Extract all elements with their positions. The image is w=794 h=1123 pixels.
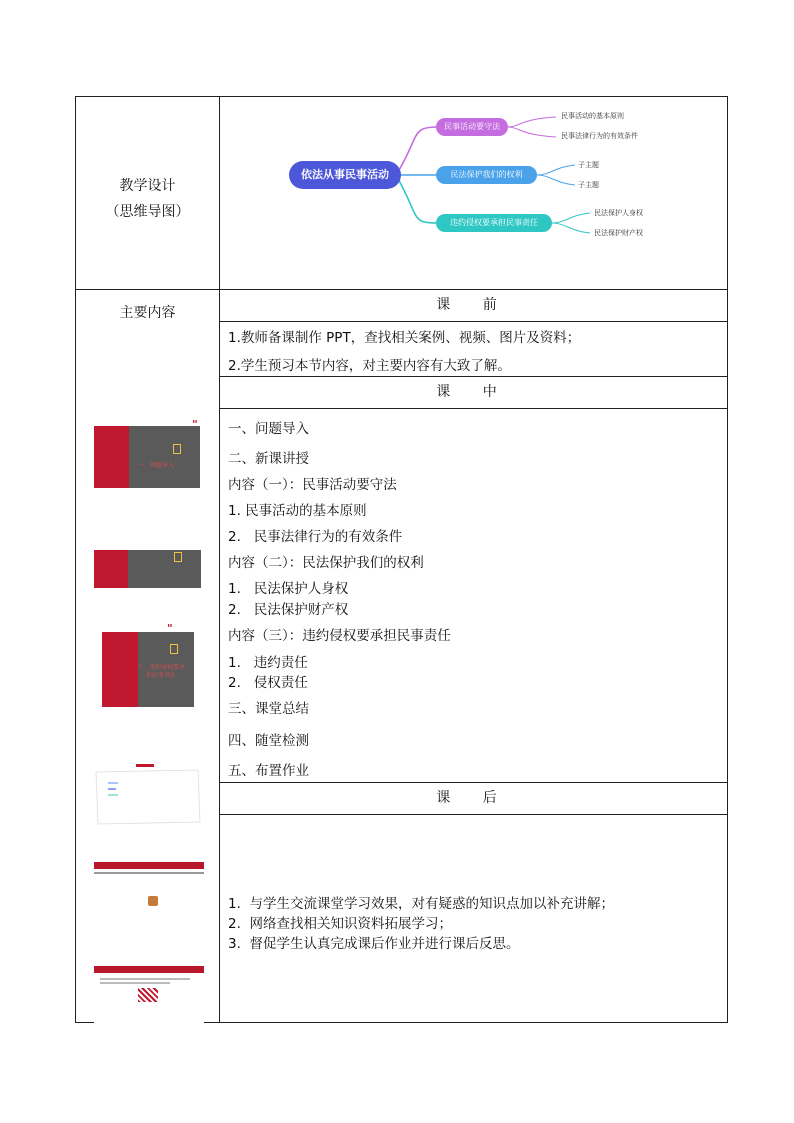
main-content-cell (76, 290, 220, 1023)
during-line: 内容（三）：违约侵权要承担民事责任 (228, 628, 451, 644)
slide-frame-icon (173, 444, 181, 454)
during-line: 三、课堂总结 (228, 701, 309, 717)
after-content-cell (220, 815, 728, 1023)
slide-thumb-5 (94, 862, 204, 924)
quote-mark-icon: " (192, 418, 198, 431)
slide-frame-icon (170, 644, 178, 654)
after-heading-cell (220, 783, 728, 815)
before-item: 1.教师备课制作 PPT，查找相关案例、视频、图片及资料； (228, 330, 581, 346)
content-label: 主要内容 (119, 305, 176, 321)
quote-mark-icon: " (167, 622, 173, 635)
slide-thumb-1 (94, 418, 200, 488)
before-content-cell (220, 322, 728, 377)
during-content-cell (220, 409, 728, 783)
mindmap-leaf: 民法保护人身权 (594, 209, 643, 217)
lesson-table (75, 96, 728, 1023)
during-line: 1. 民法保护人身权 (228, 581, 349, 597)
design-label: 教学设计 (119, 178, 176, 194)
before-heading-cell (220, 290, 728, 322)
slide-thumb-3 (102, 622, 194, 707)
during-line: 1. 民事活动的基本原则 (228, 503, 367, 519)
during-heading-cell (220, 377, 728, 409)
mindmap-leaf: 子主题 (578, 161, 599, 169)
slide-frame-icon (174, 552, 182, 562)
mindmap-leaf: 民事活动的基本原则 (561, 112, 624, 120)
before-item: 2.学生预习本节内容，对主要内容有大致了解。 (228, 358, 511, 374)
during-line: 内容（二）：民法保护我们的权利 (228, 555, 424, 571)
mindmap-branch-1: 民事活动要守法 (436, 118, 508, 136)
slide-thumbnails (76, 322, 219, 1022)
during-line: 1. 违约责任 (228, 655, 308, 671)
during-line: 二、新课讲授 (228, 451, 309, 467)
mindmap-root: 依法从事民事活动 (289, 161, 401, 189)
slide-thumb-caption: 一、问题导入 (138, 462, 175, 469)
mindmap-branch-3: 违约侵权要承担民事责任 (436, 214, 552, 232)
section-heading-after: 课 后 (436, 790, 511, 806)
mindmap-leaf: 民法保护财产权 (594, 229, 643, 237)
slide-thumb-4 (94, 762, 202, 828)
during-line: 四、随堂检测 (228, 733, 309, 749)
during-line: 2. 民法保护财产权 (228, 602, 349, 618)
section-heading-during: 课 中 (436, 384, 511, 400)
slide-thumb-6 (94, 966, 204, 1028)
design-sublabel: （思维导图） (105, 204, 190, 220)
design-label-cell (76, 97, 220, 290)
slide-thumb-2 (94, 550, 201, 588)
after-item: 2. 网络查找相关知识资料拓展学习； (228, 916, 452, 932)
section-heading-before: 课 前 (436, 297, 511, 313)
during-line: 五、布置作业 (228, 763, 309, 779)
mindmap (220, 97, 727, 289)
mindmap-cell (220, 97, 728, 290)
mindmap-leaf: 民事法律行为的有效条件 (561, 132, 638, 140)
during-line: 内容（一）：民事活动要守法 (228, 477, 397, 493)
mindmap-branch-2: 民法保护我们的权利 (436, 166, 537, 184)
after-item: 3. 督促学生认真完成课后作业并进行课后反思。 (228, 936, 520, 952)
during-line: 2. 民事法律行为的有效条件 (228, 529, 403, 545)
mindmap-leaf: 子主题 (578, 181, 599, 189)
during-line: 2. 侵权责任 (228, 675, 308, 691)
slide-thumb-caption: 三、违约侵权要承担民事责任 (136, 664, 185, 679)
after-item: 1. 与学生交流课堂学习效果，对有疑惑的知识点加以补充讲解； (228, 896, 614, 912)
slide-mindmap-preview (94, 762, 202, 828)
during-line: 一、问题导入 (228, 421, 309, 437)
